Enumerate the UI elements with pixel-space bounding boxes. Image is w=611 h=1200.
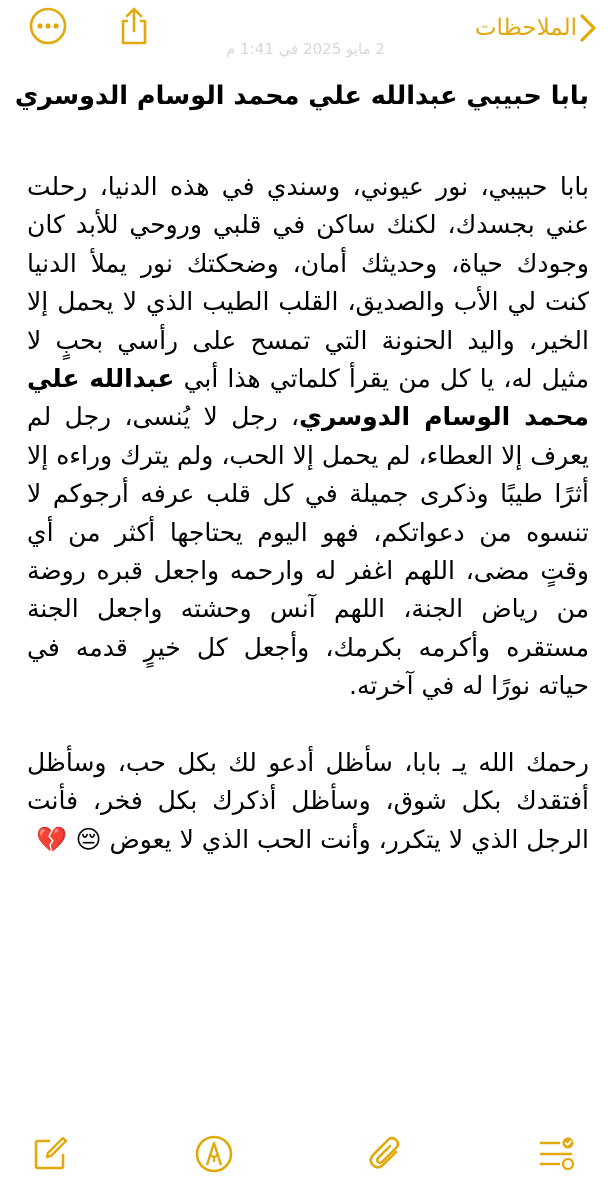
note-title: بابا حبيبي عبدالله علي محمد الوسام الدوسري: [14, 81, 589, 111]
markup-pen-icon: [194, 1134, 234, 1178]
markup-button[interactable]: [190, 1132, 238, 1180]
compose-button[interactable]: [26, 1132, 74, 1180]
bold-name: عبدالله علي محمد الوسام الدوسري: [27, 364, 589, 432]
paragraph-text: ، رجل لا يُنسى، رجل لم يعرف إلا العطاء، لم يحمل إلا الحب، ولم يترك وراءه إلا أثرًا طيبًا وذكرى جميلة في كل قلب عرفه أرجوكم لا تنسوه من دعواتكم، فهو اليوم يحتاجها أكثر من أي وقتٍ مضى، اللهم اغفر له وارحمه واجعل قبره روضة من رياض الجنة، اللهم آنس وحشته واجعل الجنة مستقره وأكرمه بكرمك، وأجعل كل خيرٍ قدمه في حياته نورًا له في آخرته.: [27, 402, 589, 701]
checklist-icon: [537, 1134, 577, 1178]
note-paragraph: [27, 168, 589, 706]
note-content[interactable]: [14, 64, 589, 859]
note-paragraph: رحمك الله يـ بابا، سأظل أدعو لك بكل حب، وسأظل أفتقدك بكل شوق، وسأظل أذكرك بكل فخر، فأنت الرجل الذي لا يتكرر، وأنت الحب الذي لا يعوض 😔 💔: [27, 747, 589, 854]
chevron-right-icon: [579, 13, 597, 43]
bottom-toolbar: [0, 1120, 611, 1200]
back-label: الملاحظات: [474, 15, 577, 41]
note-body: [27, 168, 589, 859]
paperclip-icon: [366, 1134, 406, 1178]
compose-icon: [30, 1134, 70, 1178]
checklist-button[interactable]: [533, 1132, 581, 1180]
attachment-button[interactable]: [362, 1132, 410, 1180]
paragraph-text: بابا حبيبي، نور عيوني، وسندي في هذه الدنيا، رحلت عني بجسدك، لكنك ساكن في قلبي وروحي للأبد كان وجودك حياة، وحديثك أمان، وضحكتك نور يملأ الدنيا كنت لي الأب والصديق، القلب الطيب الذي لا يحمل إلا الخير، واليد الحنونة التي تمسح على رأسي بحبٍ لا مثيل له، يا كل من يقرأ كلماتي هذا أبي: [27, 172, 589, 394]
note-date: 2 مايو 2025 في 1:41 م: [226, 40, 385, 58]
